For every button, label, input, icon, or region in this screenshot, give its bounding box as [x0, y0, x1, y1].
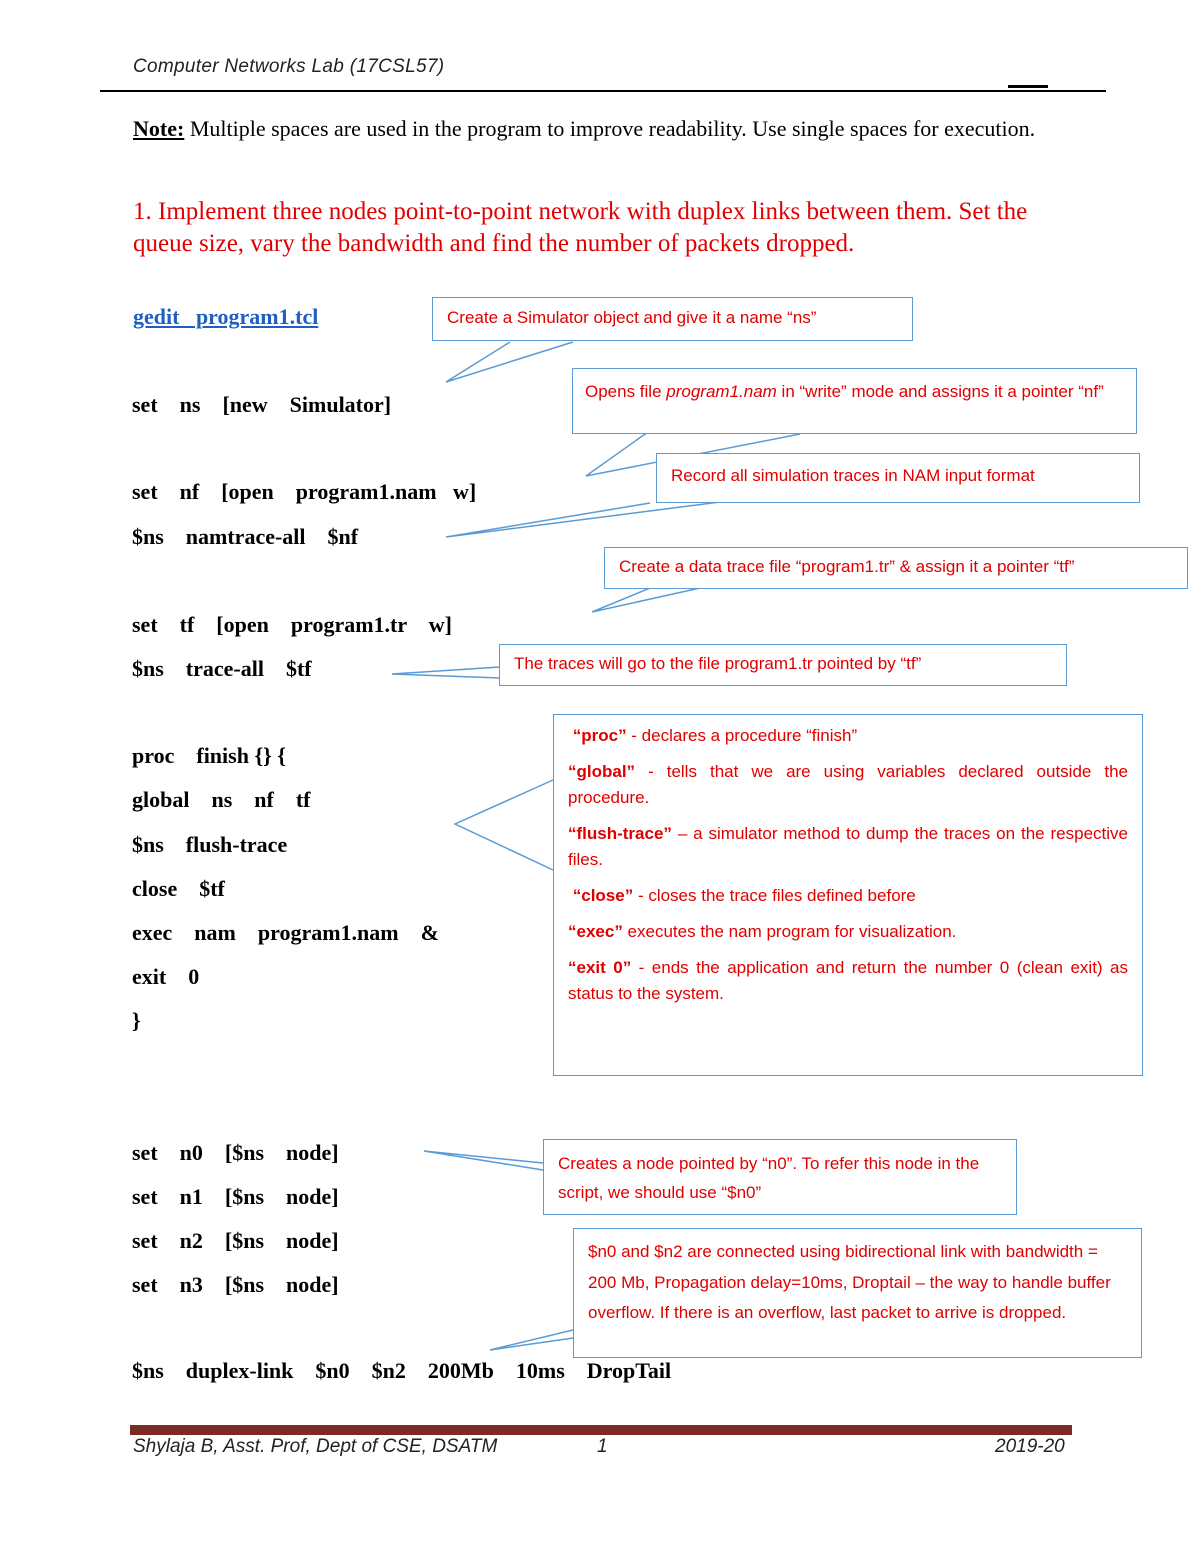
explain-exec [568, 919, 1128, 945]
file-link[interactable]: gedit program1.tcl [133, 304, 319, 329]
callout-namtrace [656, 453, 1140, 503]
explain-close-text: - closes the trace files defined before [633, 886, 916, 905]
kw-exec: “exec” [568, 922, 623, 941]
code-line: set ns [new Simulator] [132, 392, 392, 417]
callout-open-nam-file: program1.nam [666, 382, 777, 401]
leader-namtrace [446, 502, 720, 537]
code-line: set nf [open program1.nam w] [132, 479, 477, 504]
kw-proc: “proc” [572, 726, 627, 745]
code-line: $ns trace-all $tf [132, 656, 312, 681]
explain-global-text: - tells that we are using variables declared outside the procedure. [568, 762, 1128, 807]
callout-namtrace-text: Record all simulation traces in NAM input format [671, 466, 1035, 485]
code-line: set n1 [$ns node] [132, 1184, 339, 1209]
task-heading: 1. Implement three nodes point-to-point network with duplex links between them. Set the queue size, vary the bandwidth and find the number of packets dropped. [133, 198, 1028, 257]
code-line: close $tf [132, 876, 225, 901]
explain-flush [568, 821, 1128, 873]
explain-proc [568, 723, 1128, 749]
footer-author: Shylaja B, Asst. Prof, Dept of CSE, DSATM [133, 1436, 498, 1457]
footer-year: 2019-20 [995, 1436, 1065, 1457]
code-line: $ns namtrace-all $nf [132, 524, 359, 549]
kw-close: “close” [572, 886, 634, 905]
code-line: set tf [open program1.tr w] [132, 612, 452, 637]
callout-simulator [432, 297, 913, 341]
leader-simulator [446, 342, 573, 382]
explain-close [568, 883, 1128, 909]
callout-open-nam [572, 368, 1137, 434]
kw-global: “global” [568, 762, 636, 781]
callout-traces [499, 644, 1067, 686]
callout-link [573, 1228, 1142, 1358]
callout-open-nam-pre: Opens file [585, 382, 667, 401]
footer-rule [130, 1425, 1072, 1435]
footer-page-number: 1 [597, 1436, 608, 1457]
explain-proc-text: - declares a procedure “finish” [626, 726, 858, 745]
callout-simulator-text: Create a Simulator object and give it a name “ns” [447, 308, 817, 327]
callout-node [543, 1139, 1017, 1215]
code-line: global ns nf tf [132, 787, 311, 812]
explain-global [568, 759, 1128, 811]
leader-node [424, 1151, 543, 1170]
kw-flush: “flush-trace” [568, 824, 672, 843]
note-label: Note: [133, 116, 185, 141]
callout-tracefile-text: Create a data trace file “program1.tr” & assign it a pointer “tf” [619, 557, 1075, 576]
page-header-title: Computer Networks Lab (17CSL57) [133, 56, 445, 77]
callout-node-text: Creates a node pointed by “n0”. To refer this node in the script, we should use “$n0” [558, 1154, 980, 1202]
callout-tracefile [604, 547, 1188, 589]
callout-proc-explanation [553, 714, 1143, 1076]
code-line: set n0 [$ns node] [132, 1140, 339, 1165]
code-line: set n3 [$ns node] [132, 1272, 339, 1297]
callout-traces-text: The traces will go to the file program1.tr pointed by “tf” [514, 654, 922, 673]
code-line: set n2 [$ns node] [132, 1228, 339, 1253]
code-line: exec nam program1.nam & [132, 920, 439, 945]
note-text: Multiple spaces are used in the program to improve readability. Use single spaces for execution. [184, 116, 1036, 141]
kw-exit: “exit 0” [568, 958, 632, 977]
callout-link-text: $n0 and $n2 are connected using bidirectional link with bandwidth = 200 Mb, Propagation delay=10ms, Droptail – the way to handle buffer overflow. If there is an overflow, last packet to arrive is dropped. [588, 1242, 1111, 1322]
explain-flush-text: – a simulator method to dump the traces on the respective files. [568, 824, 1128, 869]
leader-traces [392, 667, 500, 678]
leader-link [490, 1330, 573, 1350]
code-line: proc finish {} { [132, 743, 286, 768]
code-line: exit 0 [132, 964, 200, 989]
code-line: $ns duplex-link $n0 $n2 200Mb 10ms DropTail [132, 1358, 672, 1383]
leader-tracefile [592, 588, 700, 612]
code-line: $ns flush-trace [132, 832, 288, 857]
callout-open-nam-post: in “write” mode and assigns it a pointer “nf” [776, 382, 1104, 401]
explain-exec-text: executes the nam program for visualization. [622, 922, 957, 941]
code-line: } [132, 1008, 141, 1033]
leader-proc [455, 780, 553, 870]
explain-exit [568, 955, 1128, 1007]
explain-exit-text: - ends the application and return the number 0 (clean exit) as status to the system. [568, 958, 1128, 1003]
